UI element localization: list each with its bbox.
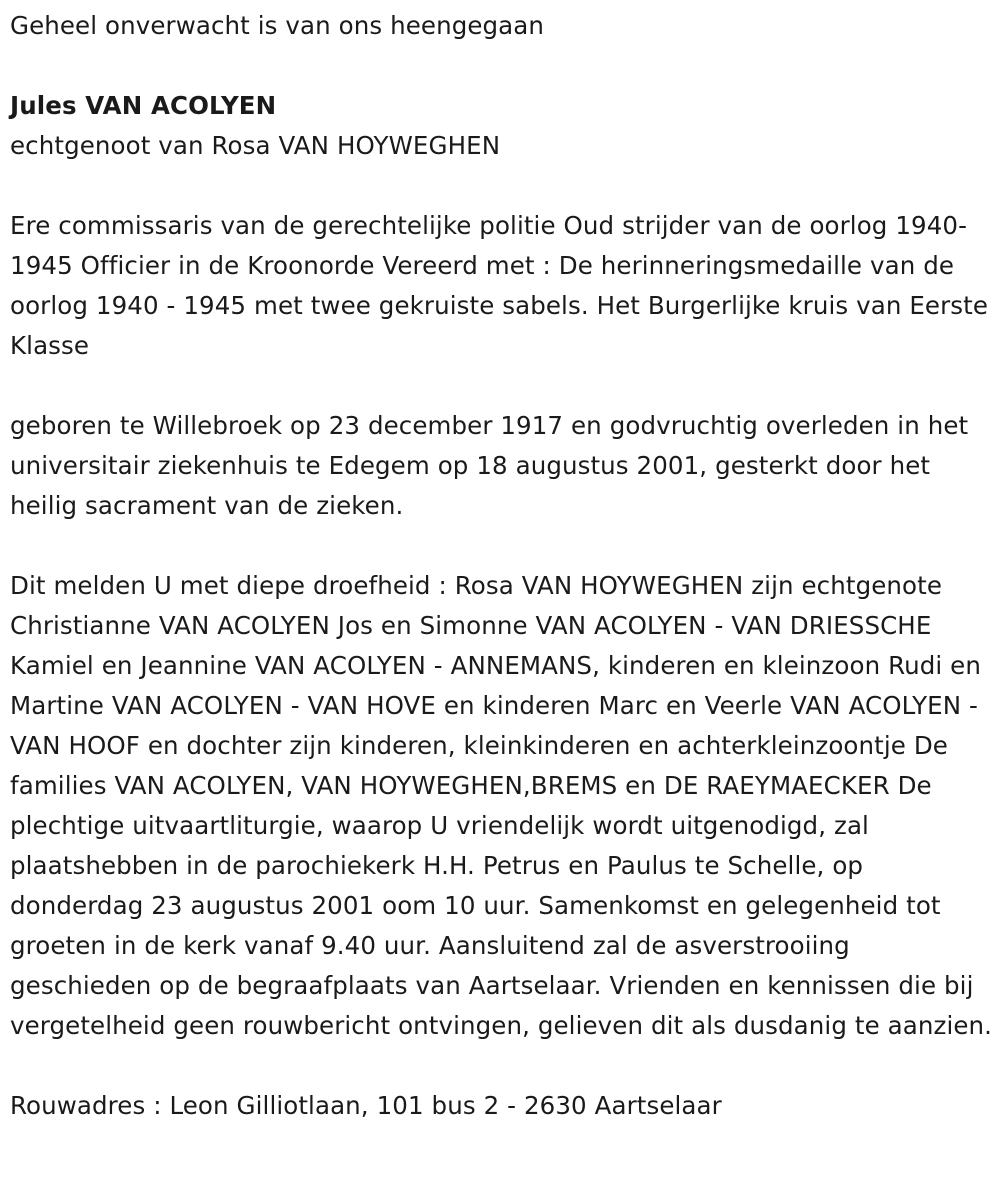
announcement-paragraph: Dit melden U met diepe droefheid : Rosa VAN HOYWEGHEN zijn echtgenote Christianne VAN ACOLYEN Jos en Simonne VAN ACOLYEN - VAN DRIESSCHE Kamiel en Jeannine VAN ACOLYEN - ANNEMANS, kinderen en kleinzoon Rudi en Martine VAN ACOLYEN - VAN HOVE en kinderen Marc en Veerle VAN ACOLYEN - VAN HOOF en dochter zijn kinderen, kleinkinderen en achterkleinzoontje De families VAN ACOLYEN, VAN HOYWEGHEN,BREMS en DE RAEYMAECKER De plechtige uitvaartliturgie, waarop U vriendelijk wordt uitgenodigd, zal plaatshebben in de parochiekerk H.H. Petrus en Paulus te Schelle, op donderdag 23 augustus 2001 oom 10 uur. Samenkomst en gelegenheid tot groeten in de kerk vanaf 9.40 uur. Aansluitend zal de asverstrooiing geschieden op de begraafplaats van Aartselaar. Vrienden en kennissen die bij vergetelheid geen rouwbericht ontvingen, gelieven dit als dusdanig te aanzien. xyxy=(10,571,993,1040)
birth-death-paragraph: geboren te Willebroek op 23 december 1917 en godvruchtig overleden in het universitair ziekenhuis te Edegem op 18 augustus 2001, gesterkt door het heilig sacrament van de zieken. xyxy=(10,411,969,520)
spouse-line: echtgenoot van Rosa VAN HOYWEGHEN xyxy=(10,131,501,160)
intro-text: Geheel onverwacht is van ons heengegaan xyxy=(10,11,545,40)
titles-paragraph: Ere commissaris van de gerechtelijke politie Oud strijder van de oorlog 1940-1945 Officier in de Kroonorde Vereerd met : De herinneringsmedaille van de oorlog 1940 - 1945 met twee gekruiste sabels. Het Burgerlijke kruis van Eerste Klasse xyxy=(10,211,989,360)
obituary-notice xyxy=(10,6,995,1126)
mourning-address: Rouwadres : Leon Gilliotlaan, 101 bus 2 - 2630 Aartselaar xyxy=(10,1091,722,1120)
deceased-name: Jules VAN ACOLYEN xyxy=(10,91,277,120)
